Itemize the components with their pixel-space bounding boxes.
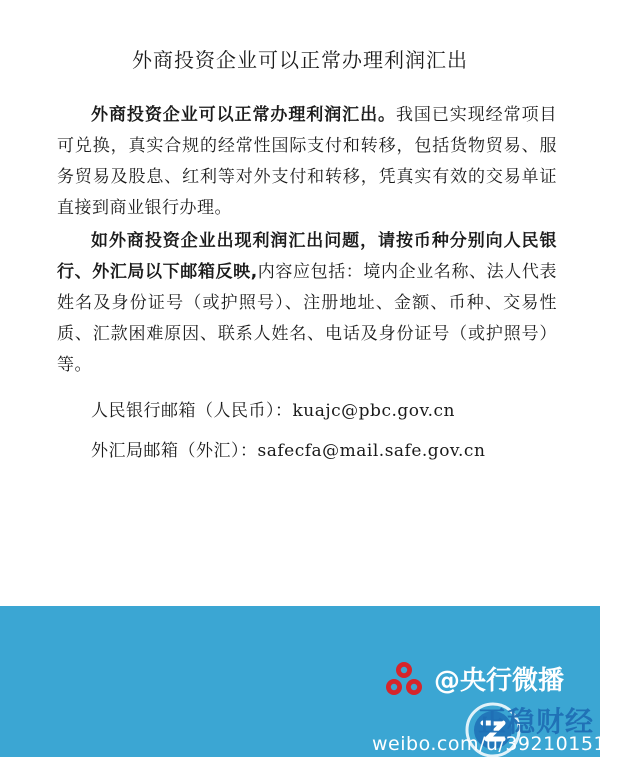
contact-safe <box>57 431 557 471</box>
paragraph-1 <box>57 100 557 224</box>
contact-pbc-email[interactable]: kuajc@pbc.gov.cn <box>292 401 455 421</box>
contact-pbc-label: 人民银行邮箱（人民币）： <box>91 401 293 421</box>
paragraph-1-lead: 外商投资企业可以正常办理利润汇出。 <box>91 105 396 125</box>
paragraph-2 <box>57 226 557 381</box>
paragraph-2-text: 内容应包括：境内企业名称、法人代表姓名及身份证号（或护照号）、注册地址、金额、币种、交易性质、汇款困难原因、联系人姓名、电话及身份证号（或护照号）等。 <box>57 262 557 375</box>
contact-list <box>57 391 557 471</box>
document-title: 外商投资企业可以正常办理利润汇出 <box>132 48 468 72</box>
contact-safe-email[interactable]: safecfa@mail.safe.gov.cn <box>257 441 486 461</box>
pbc-logo-icon <box>384 660 424 700</box>
weibo-url[interactable]: weibo.com/u/3921015143 <box>372 733 631 755</box>
contact-pbc <box>57 391 557 431</box>
weibo-handle[interactable]: @央行微播 <box>434 666 565 696</box>
contact-safe-label: 外汇局邮箱（外汇）： <box>91 441 258 461</box>
paragraph-1-text: 我国已实现经常项目可兑换，真实合规的经常性国际支付和转移，包括货物贸易、服务贸易及股息、红利等对外支付和转移，凭真实有效的交易单证直接到商业银行办理。 <box>57 105 558 218</box>
watermark-text: 正稳财经 <box>478 705 595 738</box>
paragraph-2-lead: 如外商投资企业出现利润汇出问题，请按币种分别向人民银行、外汇局以下邮箱反映, <box>57 231 557 282</box>
document-body <box>57 100 557 471</box>
